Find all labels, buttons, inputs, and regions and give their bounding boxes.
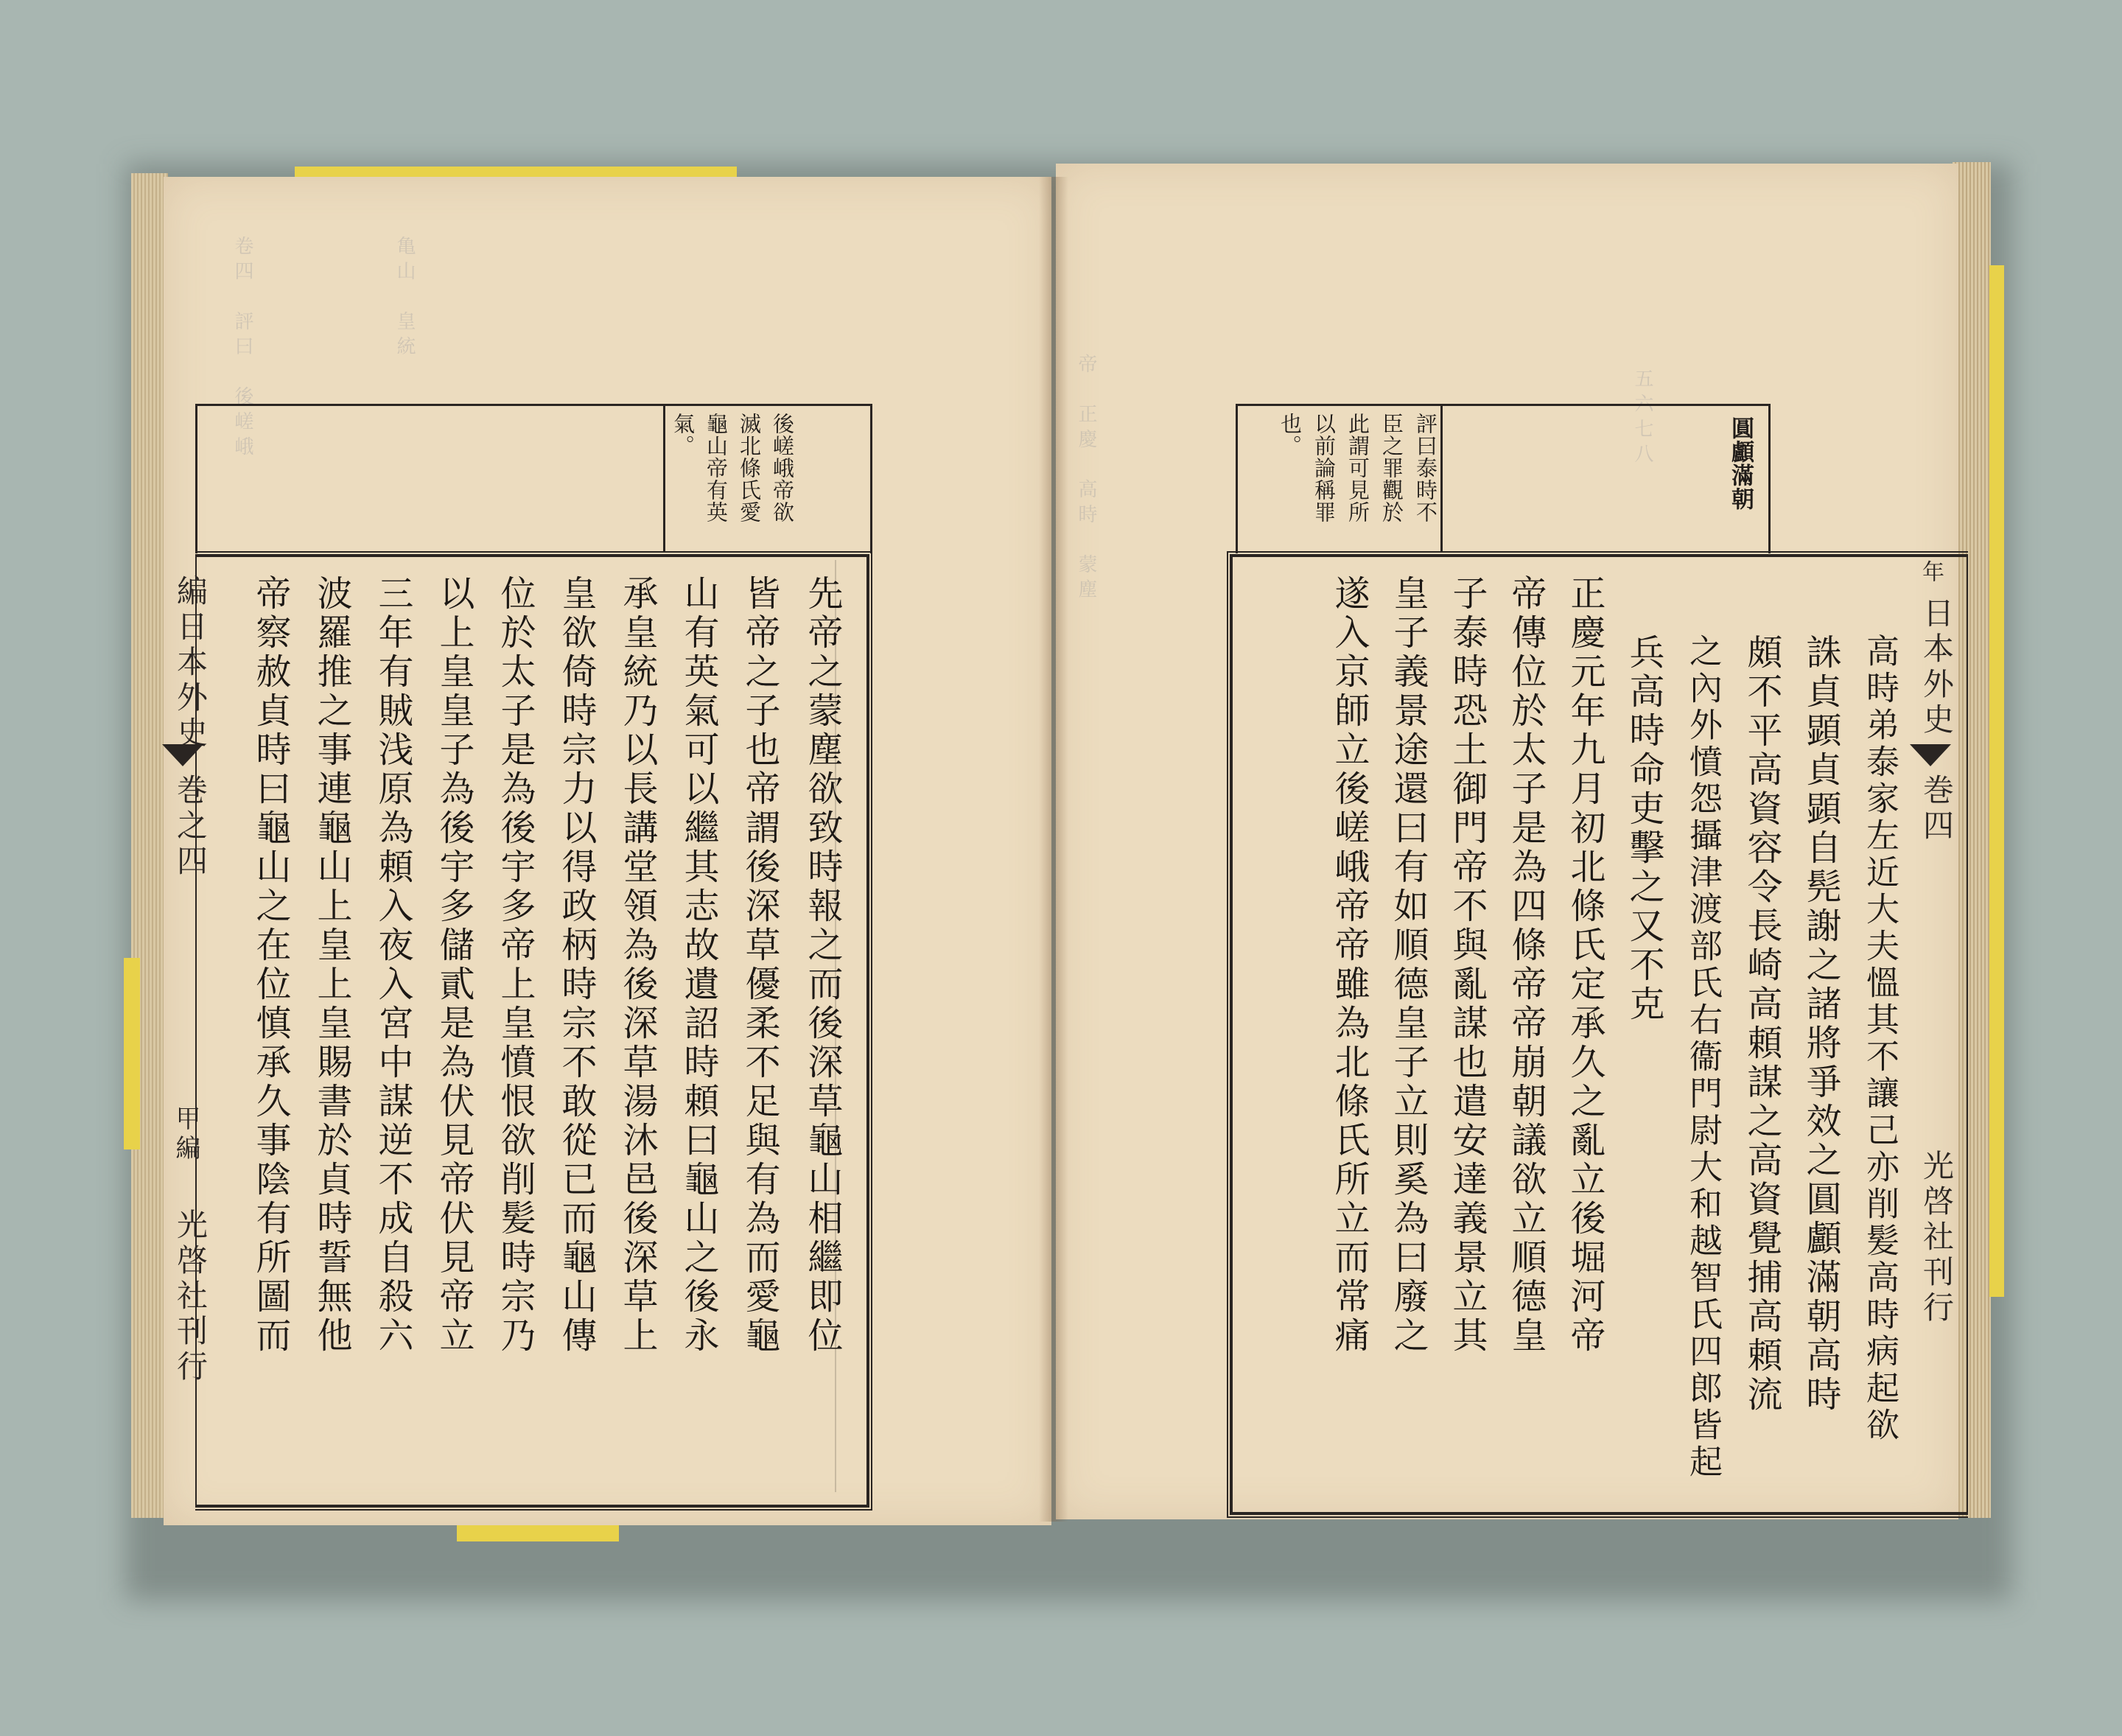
right-page-bleedthrough-2: 五六七八 (1631, 368, 1653, 469)
left-text-column-9: 波羅推之事連龜山上皇上皇賜書於貞時誓無他 (311, 575, 352, 1356)
yellow-binding-strip-left (124, 958, 140, 1149)
left-hanshin-fishtail (162, 744, 203, 766)
left-head-note-4: 氣。 (670, 413, 696, 457)
book-gutter (1039, 177, 1068, 1522)
right-hanshin-label: 年 (1918, 560, 1944, 587)
right-page-bleedthrough: 帝 正慶 高時 蒙塵 (1075, 354, 1097, 604)
left-text-column-2: 皆帝之子也帝謂後深草優柔不足與有為而愛龜 (739, 575, 780, 1356)
left-hanshin-volume: 巻之四 (172, 774, 209, 880)
right-hanshin-title: 日本外史 (1919, 597, 1955, 738)
left-text-column-7: 以上皇皇子為後宇多儲貳是為伏見帝伏見帝立 (433, 575, 475, 1356)
left-page-bleedthrough-2: 亀山 皇統 (393, 236, 416, 361)
yellow-binding-strip-top (295, 167, 737, 177)
right-head-note-5: 也。 (1278, 413, 1303, 457)
left-head-note-rule (663, 404, 665, 551)
right-hanshin-publisher: 光啓社刊行 (1919, 1149, 1955, 1326)
left-text-column-1: 先帝之蒙塵欲致時報之而後深草龜山相繼即位 (802, 575, 843, 1356)
left-hanshin-title: 編日本外史 (172, 575, 209, 752)
yellow-binding-strip-bottom (457, 1525, 619, 1541)
left-text-column-4: 承皇統乃以長講堂領為後深草湯沐邑後深草上 (617, 575, 658, 1356)
right-text-column-6: 正慶元年九月初北條氏定承久之亂立後堀河帝 (1564, 575, 1605, 1356)
right-text-column-3: 頗不平高資容令長崎高頼謀之高資覺捕高頼流 (1741, 634, 1782, 1415)
left-text-column-10: 帝察赦貞時曰龜山之在位慎承久事陰有所圖而 (250, 575, 291, 1356)
left-head-note-2: 滅北條氏愛 (737, 413, 762, 523)
left-text-column-5: 皇欲倚時宗力以得政柄時宗不敢從已而龜山傳 (556, 575, 597, 1356)
right-head-label-rule (1768, 404, 1771, 551)
left-text-column-6: 位於太子是為後宇多帝上皇憤恨欲削髪時宗乃 (494, 575, 536, 1356)
left-page-edges (131, 173, 168, 1518)
right-text-column-2: 誅貞顕貞顕自髡謝之諸將爭效之圓顱滿朝高時 (1800, 634, 1841, 1415)
right-head-note-3: 此謂可見所 (1345, 413, 1370, 523)
right-head-note-4: 以前論稱罪 (1312, 413, 1337, 523)
left-text-column-8: 三年有賊浅原為頼入夜入宮中謀逆不成自殺六 (372, 575, 413, 1356)
left-hanshin-publisher: 光啓社刊行 (172, 1208, 209, 1385)
right-text-column-7: 帝傳位於太子是為四條帝帝崩朝議欲立順德皇 (1505, 575, 1547, 1356)
right-text-column-9: 皇子義景途還曰有如順德皇子立則奚為曰廢之 (1387, 575, 1429, 1356)
right-text-column-1: 高時弟泰家左近大夫慍其不讓己亦削髪高時病起欲 (1860, 634, 1899, 1444)
right-hanshin-volume: 巻四 (1919, 774, 1955, 844)
left-hanshin-stamp: 甲編 (171, 1105, 200, 1164)
right-head-note-2: 臣之罪觀於 (1379, 413, 1404, 523)
right-hanshin-fishtail (1910, 744, 1951, 766)
right-text-column-10: 遂入京師立後嵯峨帝帝雖為北條氏所立而常痛 (1328, 575, 1370, 1356)
right-head-note-rule (1440, 404, 1443, 551)
right-text-column-4: 之內外憤怨攝津渡部氏右衞門尉大和越智氏四郎皆起 (1684, 634, 1723, 1481)
yellow-binding-strip-right (1989, 265, 2004, 1297)
left-page-bleedthrough: 卷四 評曰 後嵯峨 (231, 236, 253, 461)
right-text-column-8: 子泰時恐土御門帝不與亂謀也遣安達義景立其 (1446, 575, 1488, 1356)
right-head-label: 圓顱滿朝 (1727, 416, 1754, 511)
left-text-column-3: 山有英氣可以繼其志故遺詔時頼曰龜山之後永 (678, 575, 719, 1356)
right-head-note-1: 評曰泰時不 (1413, 413, 1438, 523)
left-head-note-3: 龜山帝有英 (704, 413, 729, 523)
right-text-column-5: 兵高時命吏擊之又不克 (1623, 634, 1664, 1024)
left-head-note-1: 後嵯峨帝欲 (770, 413, 795, 523)
